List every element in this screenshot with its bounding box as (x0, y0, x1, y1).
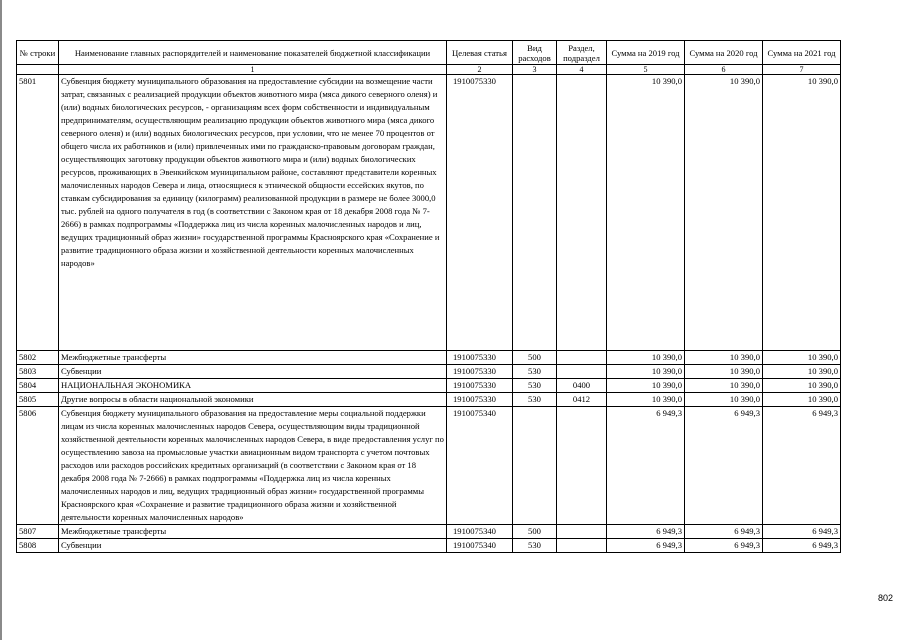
header-section: Раздел, подраздел (557, 41, 607, 65)
index-cell: 3 (513, 65, 557, 75)
row-sum-2019: 10 390,0 (607, 351, 685, 365)
table-row (17, 75, 841, 351)
row-number: 5801 (17, 75, 59, 351)
row-type: 530 (513, 393, 557, 407)
row-target: 1910075340 (447, 407, 513, 525)
row-section: 0400 (557, 379, 607, 393)
header-sum-2021: Сумма на 2021 год (763, 41, 841, 65)
row-target: 1910075340 (447, 525, 513, 539)
row-sum-2019: 10 390,0 (607, 365, 685, 379)
row-sum-2021: 6 949,3 (763, 407, 841, 525)
row-number: 5806 (17, 407, 59, 525)
row-number: 5804 (17, 379, 59, 393)
index-cell (17, 65, 59, 75)
row-sum-2021: 10 390,0 (763, 393, 841, 407)
page-edge-line (0, 0, 2, 640)
row-target: 1910075340 (447, 539, 513, 553)
header-row (17, 41, 841, 65)
row-name: Субвенции (59, 365, 447, 379)
row-type: 530 (513, 539, 557, 553)
row-section (557, 365, 607, 379)
index-cell: 4 (557, 65, 607, 75)
row-sum-2019: 6 949,3 (607, 407, 685, 525)
header-name: Наименование главных распорядителей и наименование показателей бюджетной классификации (59, 41, 447, 65)
row-section (557, 75, 607, 351)
row-sum-2021: 6 949,3 (763, 539, 841, 553)
row-type: 500 (513, 525, 557, 539)
row-sum-2020: 6 949,3 (685, 525, 763, 539)
row-section: 0412 (557, 393, 607, 407)
header-sum-2019: Сумма на 2019 год (607, 41, 685, 65)
row-sum-2019: 10 390,0 (607, 379, 685, 393)
row-sum-2020: 6 949,3 (685, 539, 763, 553)
row-target: 1910075330 (447, 393, 513, 407)
row-target: 1910075330 (447, 365, 513, 379)
row-number: 5805 (17, 393, 59, 407)
row-sum-2019: 6 949,3 (607, 539, 685, 553)
row-number: 5802 (17, 351, 59, 365)
table-row (17, 407, 841, 525)
row-section (557, 351, 607, 365)
index-cell: 1 (59, 65, 447, 75)
row-sum-2021: 10 390,0 (763, 75, 841, 351)
row-sum-2020: 10 390,0 (685, 351, 763, 365)
row-type: 530 (513, 379, 557, 393)
column-index-row (17, 65, 841, 75)
row-sum-2020: 10 390,0 (685, 75, 763, 351)
table-row (17, 525, 841, 539)
row-sum-2020: 10 390,0 (685, 365, 763, 379)
row-number: 5807 (17, 525, 59, 539)
row-sum-2021: 10 390,0 (763, 365, 841, 379)
row-sum-2020: 10 390,0 (685, 393, 763, 407)
table-row (17, 393, 841, 407)
row-name: Межбюджетные трансферты (59, 351, 447, 365)
row-name: Субвенция бюджету муниципального образования на предоставление меры социальной поддержки лицам из числа коренных малочисленных народов Севера, осуществляющим виды традиционной хозяйственной деятельности коренных малочисленных народов Севера, в виде предоставления услуг по осуществлению завоза на промысловые участки авиационным видом транспорта с учетом почтовых расходов или расходов российских кредитных организаций (в соответствии с Законом края от 18 декабря 2008 года № 7-2666) в рамках подпрограммы «Поддержка лиц из числа коренных малочисленных народов и лиц, ведущих традиционный образ жизни» государственной программы Красноярского края «Сохранение и развитие традиционного образа жизни и хозяйственной деятельности коренных малочисленных народов» (59, 407, 447, 525)
row-target: 1910075330 (447, 351, 513, 365)
index-cell: 5 (607, 65, 685, 75)
header-sum-2020: Сумма на 2020 год (685, 41, 763, 65)
row-sum-2020: 10 390,0 (685, 379, 763, 393)
row-sum-2021: 10 390,0 (763, 379, 841, 393)
row-sum-2019: 6 949,3 (607, 525, 685, 539)
table-row (17, 539, 841, 553)
row-number: 5808 (17, 539, 59, 553)
budget-table (16, 40, 841, 553)
row-target: 1910075330 (447, 75, 513, 351)
row-target: 1910075330 (447, 379, 513, 393)
row-type (513, 75, 557, 351)
row-number: 5803 (17, 365, 59, 379)
index-cell: 7 (763, 65, 841, 75)
row-name: НАЦИОНАЛЬНАЯ ЭКОНОМИКА (59, 379, 447, 393)
row-sum-2019: 10 390,0 (607, 75, 685, 351)
row-sum-2021: 6 949,3 (763, 525, 841, 539)
row-name: Межбюджетные трансферты (59, 525, 447, 539)
row-section (557, 407, 607, 525)
index-cell: 6 (685, 65, 763, 75)
row-name: Другие вопросы в области национальной экономики (59, 393, 447, 407)
row-sum-2021: 10 390,0 (763, 351, 841, 365)
page-number: 802 (877, 593, 893, 603)
header-expense-type: Вид расходов (513, 41, 557, 65)
table-row (17, 365, 841, 379)
row-sum-2019: 10 390,0 (607, 393, 685, 407)
header-target-article: Целевая статья (447, 41, 513, 65)
row-name: Субвенции (59, 539, 447, 553)
row-type: 500 (513, 351, 557, 365)
index-cell: 2 (447, 65, 513, 75)
row-type: 530 (513, 365, 557, 379)
row-section (557, 525, 607, 539)
row-name: Субвенция бюджету муниципального образования на предоставление субсидии на возмещение части затрат, связанных с реализацией продукции объектов животного мира (мяса дикого северного оленя) и (или) водных биологических ресурсов, - организациям всех форм собственности и индивидуальным предпринимателям, осуществляющим реализацию продукции объектов животного мира (мяса дикого северного оленя) и (или) водных биологических ресурсов, при условии, что не менее 70 процентов от общего числа их работников и (или) привлеченных ими по гражданско-правовым договорам граждан, осуществляющих заготовку продукции объектов животного мира и (или) водных биологических ресурсов, проживающих в Эвенкийском муниципальном районе, составляют представители коренных малочисленных народов Севера и лица, относящиеся к этнической общности ессейских якутов, по ставкам субсидирования за единицу (килограмм) реализованной продукции в размере не более 3000,0 тыс. рублей на одного получателя в год (в соответствии с Законом края от 18 декабря 2008 года № 7-2666) в рамках подпрограммы «Поддержка лиц из числа коренных малочисленных народов и лиц, ведущих традиционный образ жизни» государственной программы Красноярского края «Сохранение и развитие традиционного образа жизни и хозяйственной деятельности коренных малочисленных народов» (59, 75, 447, 351)
row-section (557, 539, 607, 553)
table-row (17, 351, 841, 365)
header-row-number: № строки (17, 41, 59, 65)
row-type (513, 407, 557, 525)
table-row (17, 379, 841, 393)
row-sum-2020: 6 949,3 (685, 407, 763, 525)
